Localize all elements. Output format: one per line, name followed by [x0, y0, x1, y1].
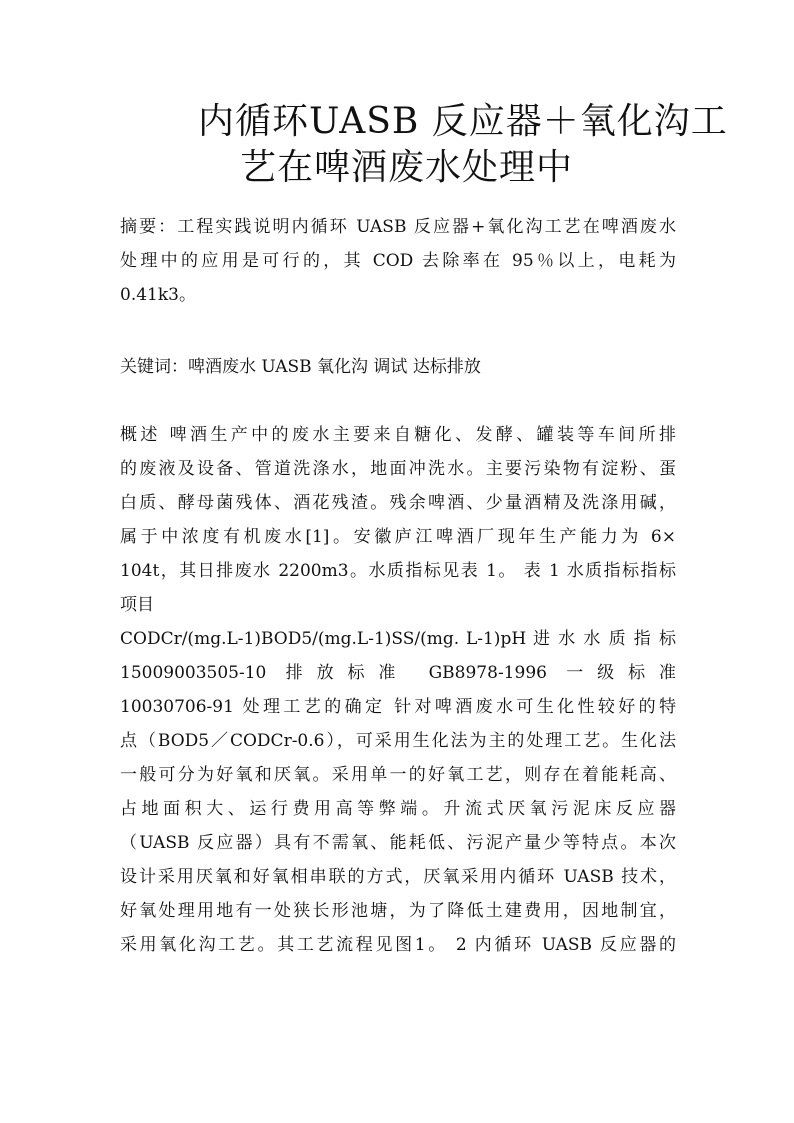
document-title-line-2: 艺在啤酒废水处理中 — [240, 147, 574, 188]
body-line: 属于中浓度有机废水[1]。安徽庐江啤酒厂现年生产能力为 6× — [120, 527, 676, 547]
body-line: 15009003505-10 排放标准 GB8978-1996 一级标准 — [120, 663, 676, 683]
body-line: 占地面积大、运行费用高等弊端。升流式厌氧污泥床反应器 — [120, 799, 676, 819]
body-line: 白质、酵母菌残体、酒花残渣。残余啤酒、少量酒精及洗涤用碱， — [120, 493, 676, 513]
body-line: 采用氧化沟工艺。其工艺流程见图1。 2 内循环 UASB 反应器的 — [120, 935, 676, 955]
body-paragraph — [120, 418, 676, 962]
abstract-paragraph — [120, 210, 676, 312]
body-line: 的废液及设备、管道洗涤水，地面冲洗水。主要污染物有淀粉、蛋 — [120, 459, 676, 479]
body-line: 概述 啤酒生产中的废水主要来自糖化、发酵、罐装等车间所排 — [120, 425, 676, 445]
document-title-line-1: 内循环UASB 反应器＋氧化沟工 — [198, 101, 728, 142]
body-line: CODCr/(mg.L-1)BOD5/(mg.L-1)SS/(mg. L-1)pH 进 水 水 质 指 标 — [120, 629, 676, 649]
body-line: 设计采用厌氧和好氧相串联的方式，厌氧采用内循环 UASB 技术， — [120, 867, 676, 887]
body-line: 项目 — [120, 595, 154, 615]
body-line: 104t，其日排废水 2200m3。水质指标见表 1。 表 1 水质指标指标 — [120, 561, 676, 581]
body-line: 10030706-91 处理工艺的确定 针对啤酒废水可生化性较好的特 — [120, 697, 676, 717]
body-line: 一般可分为好氧和厌氧。采用单一的好氧工艺，则存在着能耗高、 — [120, 765, 676, 785]
keywords-paragraph — [120, 350, 676, 384]
body-line: 好氧处理用地有一处狭长形池塘，为了降低土建费用，因地制宜， — [120, 901, 676, 921]
body-line: 点（BOD5／CODCr-0.6），可采用生化法为主的处理工艺。生化法 — [120, 731, 676, 751]
abstract-line: 摘要：工程实践说明内循环 UASB 反应器+氧化沟工艺在啤酒废水 — [120, 217, 676, 237]
body-line: （UASB 反应器）具有不需氧、能耗低、污泥产量少等特点。本次 — [120, 833, 676, 853]
keywords-line: 关键词：啤酒废水 UASB 氧化沟 调试 达标排放 — [120, 357, 481, 377]
abstract-line: 0.41k3。 — [120, 285, 196, 305]
abstract-line: 处理中的应用是可行的，其 COD 去除率在 95％以上，电耗为 — [120, 251, 676, 271]
